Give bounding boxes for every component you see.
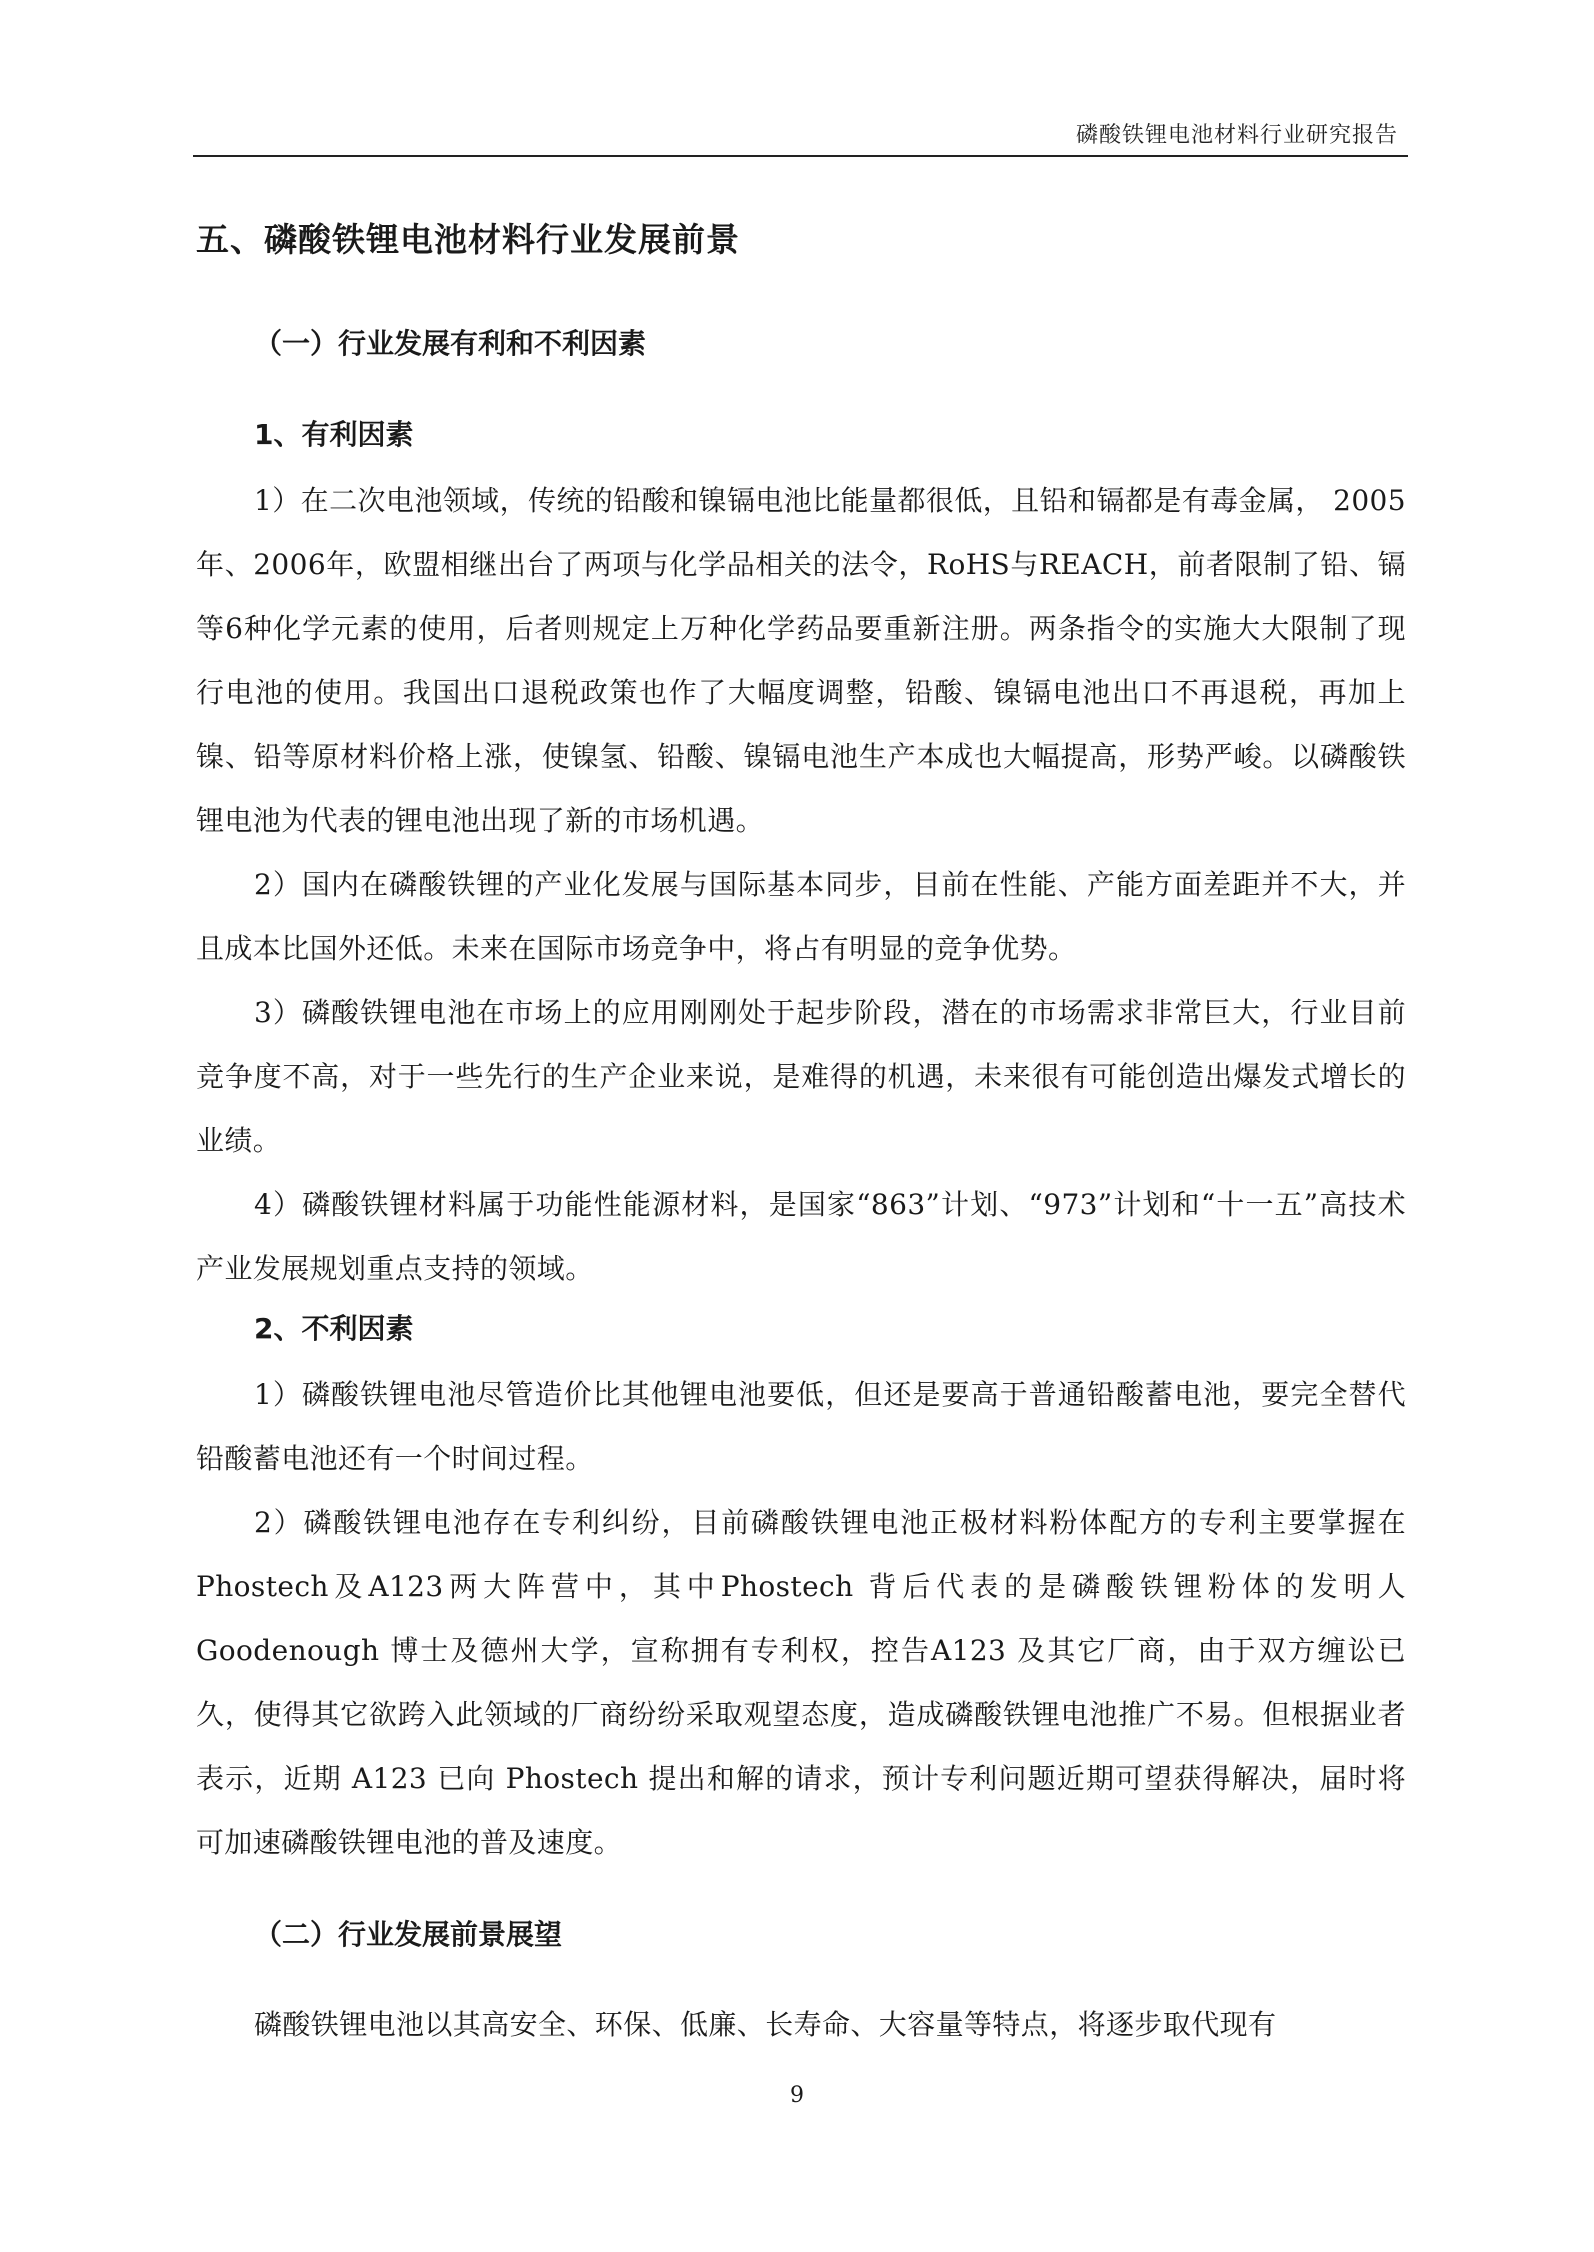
- favorable-factors-heading: 1、有利因素: [254, 418, 414, 451]
- favorable-paragraph-2: 2）国内在磷酸铁锂的产业化发展与国际基本同步，目前在性能、产能方面差距并不大，并且成本比国外还低。未来在国际市场竞争中，将占有明显的竞争优势。: [196, 868, 1406, 965]
- header-rule: [193, 155, 1408, 157]
- favorable-paragraph-1: 1）在二次电池领域，传统的铅酸和镍镉电池比能量都很低，且铅和镉都是有毒金属， 2005年、2006年，欧盟相继出台了两项与化学品相关的法令，RoHS与REACH，前者限制了铅、镉等6种化学元素的使用，后者则规定上万种化学药品要重新注册。两条指令的实施大大限制了现行电池的使用。我国出口退税政策也作了大幅度调整，铅酸、镍镉电池出口不再退税，再加上镍、铅等原材料价格上涨，使镍氢、铅酸、镍镉电池生产本成也大幅提高，形势严峻。以磷酸铁锂电池为代表的锂电池出现了新的市场机遇。: [196, 484, 1406, 837]
- favorable-paragraph-3: 3）磷酸铁锂电池在市场上的应用刚刚处于起步阶段，潜在的市场需求非常巨大，行业目前竞争度不高，对于一些先行的生产企业来说，是难得的机遇，未来很有可能创造出爆发式增长的业绩。: [196, 996, 1406, 1157]
- unfavorable-paragraph-2: 2）磷酸铁锂电池存在专利纠纷，目前磷酸铁锂电池正极材料粉体配方的专利主要掌握在Phostech及A123两大阵营中，其中Phostech 背后代表的是磷酸铁锂粉体的发明人Goodenough 博士及德州大学，宣称拥有专利权，控告A123 及其它厂商，由于双方缠讼已久，使得其它欲跨入此领域的厂商纷纷采取观望态度，造成磷酸铁锂电池推广不易。但根据业者表示，近期 A123 已向 Phostech 提出和解的请求，预计专利问题近期可望获得解决，届时将可加速磷酸铁锂电池的普及速度。: [196, 1506, 1406, 1859]
- subsection-title-1: （一）行业发展有利和不利因素: [254, 327, 647, 360]
- unfavorable-paragraph-1: 1）磷酸铁锂电池尽管造价比其他锂电池要低，但还是要高于普通铅酸蓄电池，要完全替代铅酸蓄电池还有一个时间过程。: [196, 1378, 1406, 1475]
- outlook-paragraph-1: 磷酸铁锂电池以其高安全、环保、低廉、长寿命、大容量等特点，将逐步取代现有: [254, 2008, 1277, 2041]
- unfavorable-factors-heading: 2、不利因素: [254, 1312, 414, 1345]
- page-number: 9: [790, 2083, 804, 2108]
- page-content: [196, 215, 1406, 2057]
- section-title: 五、磷酸铁锂电池材料行业发展前景: [196, 220, 740, 259]
- running-header: 磷酸铁锂电池材料行业研究报告: [1075, 123, 1398, 148]
- favorable-paragraph-4: 4）磷酸铁锂材料属于功能性能源材料，是国家“863”计划、“973”计划和“十一五”高技术产业发展规划重点支持的领域。: [196, 1188, 1406, 1285]
- subsection-title-2: （二）行业发展前景展望: [254, 1918, 563, 1951]
